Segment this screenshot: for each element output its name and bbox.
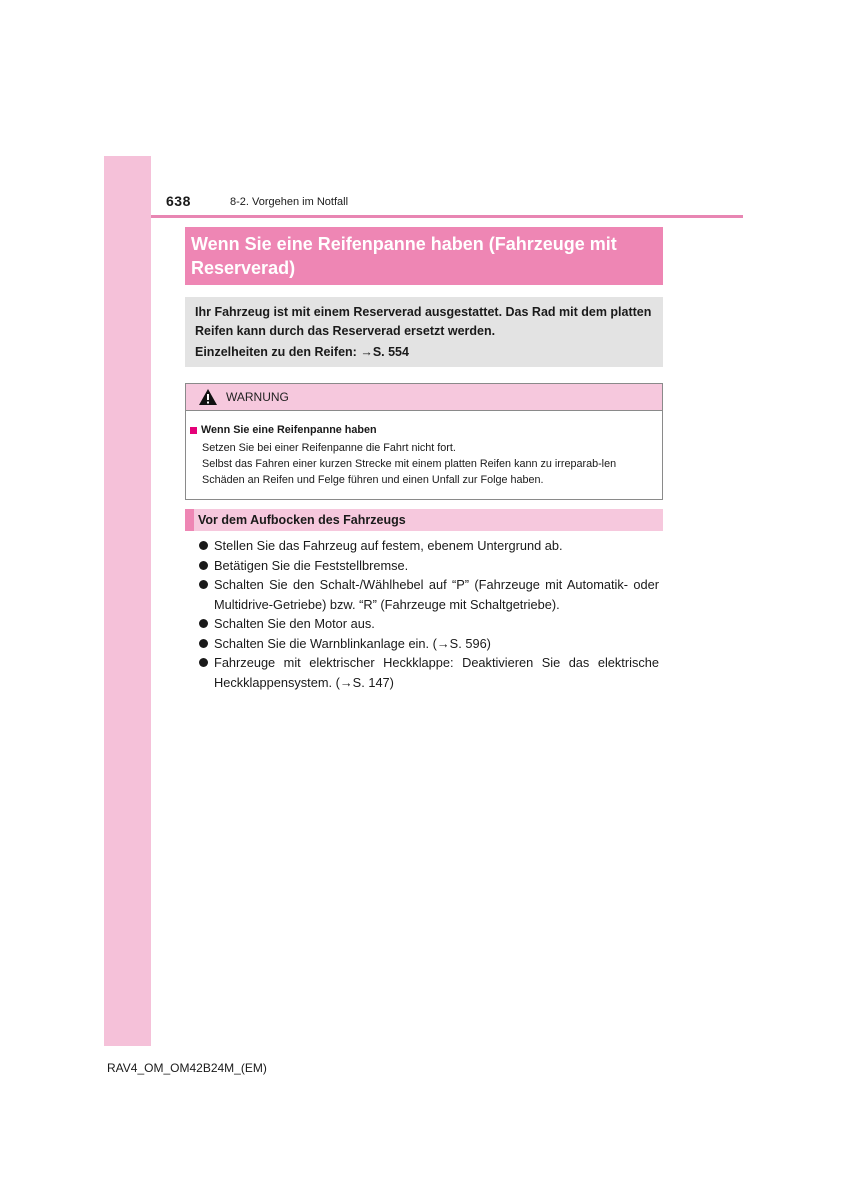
list-item <box>199 575 659 614</box>
subsection-heading: Vor dem Aufbocken des Fahrzeugs <box>185 509 663 531</box>
bullet-dot-icon <box>199 639 208 648</box>
info-details-label: Einzelheiten zu den Reifen: <box>195 345 357 359</box>
arrow-icon: → <box>360 345 373 359</box>
bullet-list <box>199 536 659 692</box>
list-item <box>199 634 659 654</box>
list-item-text: Schalten Sie den Schalt-/Wählhebel auf “P” (Fahrzeuge mit Automatik- oder Multidrive-Getriebe) bzw. “R” (Fahrzeuge mit Schaltgetriebe). <box>214 577 659 612</box>
warning-header <box>186 384 662 411</box>
list-item-text: Fahrzeuge mit elektrischer Heckklappe: Deaktivieren Sie das elektrische Heckklappensystem. (→S. 147) <box>214 655 659 690</box>
warning-line-1: Setzen Sie bei einer Reifenpanne die Fahrt nicht fort. <box>202 442 456 454</box>
page-title: Wenn Sie eine Reifenpanne haben (Fahrzeuge mit Reserverad) <box>185 227 663 285</box>
footer-code: RAV4_OM_OM42B24M_(EM) <box>107 1061 267 1075</box>
bullet-dot-icon <box>199 561 208 570</box>
list-item-text: Schalten Sie den Motor aus. <box>214 616 375 631</box>
bullet-dot-icon <box>199 541 208 550</box>
list-item <box>199 556 659 576</box>
warning-subheading <box>190 422 654 438</box>
square-bullet-icon <box>190 427 197 434</box>
warning-subheading-text: Wenn Sie eine Reifenpanne haben <box>201 424 377 436</box>
list-item-text: Stellen Sie das Fahrzeug auf festem, ebenem Untergrund ab. <box>214 538 563 553</box>
warning-triangle-icon <box>198 388 218 406</box>
bullet-dot-icon <box>199 619 208 628</box>
bullet-dot-icon <box>199 580 208 589</box>
warning-label: WARNUNG <box>226 390 289 404</box>
info-text: Ihr Fahrzeug ist mit einem Reserverad ausgestattet. Das Rad mit dem platten Reifen kann durch das Reserverad ersetzt werden. <box>195 305 652 338</box>
list-item <box>199 653 659 692</box>
list-item-text: Schalten Sie die Warnblinkanlage ein. (→S. 596) <box>214 635 491 651</box>
list-item <box>199 536 659 556</box>
side-tab <box>104 156 151 1046</box>
bullet-dot-icon <box>199 658 208 667</box>
warning-box <box>185 383 663 500</box>
info-box <box>185 297 663 367</box>
list-item-text: Betätigen Sie die Feststellbremse. <box>214 557 409 573</box>
info-details-link[interactable]: S. 554 <box>372 345 409 359</box>
info-details <box>195 343 653 362</box>
list-item <box>199 614 659 634</box>
warning-line-2: Selbst das Fahren einer kurzen Strecke mit einem platten Reifen kann zu irreparab-len Schäden an Reifen und Felge führen und einen Unfall zur Folge haben. <box>202 458 617 486</box>
warning-body <box>186 411 662 488</box>
section-reference: 8-2. Vorgehen im Notfall <box>230 196 349 208</box>
page-number: 638 <box>166 193 191 209</box>
header-rule <box>151 215 743 218</box>
